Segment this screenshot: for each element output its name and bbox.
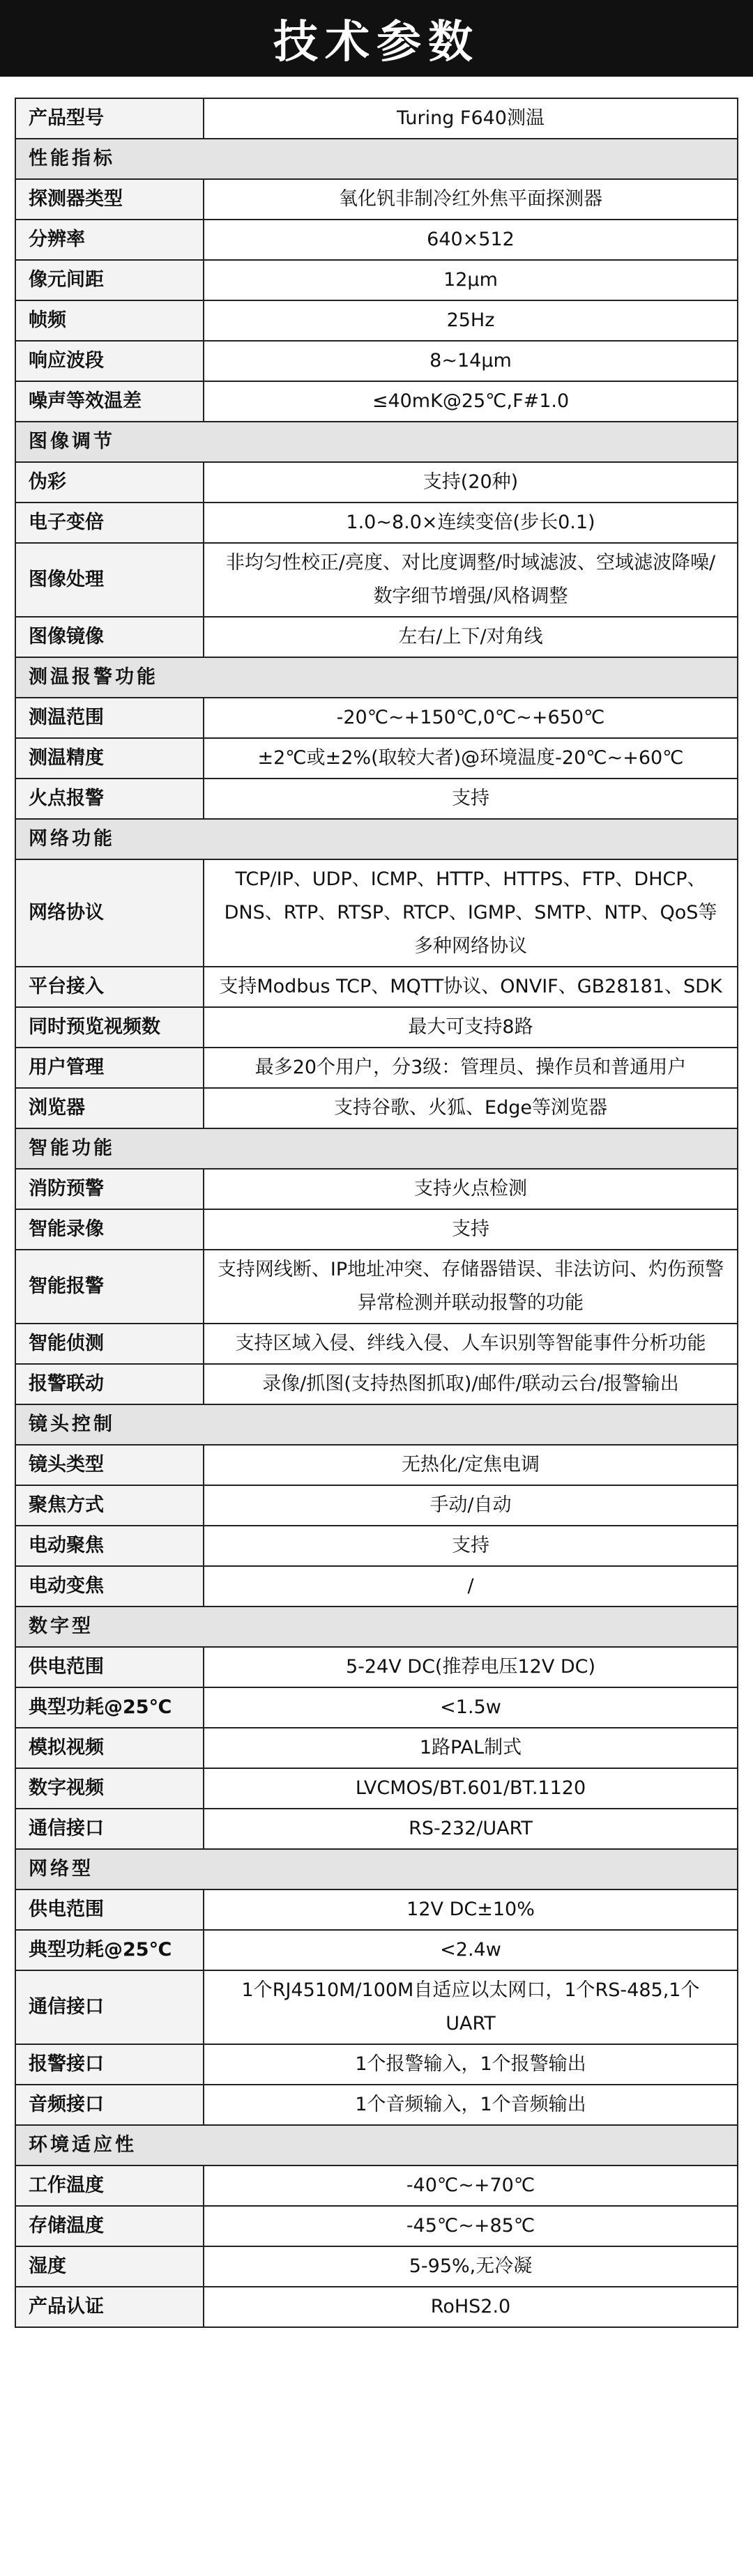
spec-value: <1.5w [204,1687,738,1728]
spec-value: 左右/上下/对角线 [204,617,738,657]
spec-label: 智能报警 [15,1250,204,1324]
spec-row [15,779,738,819]
spec-value: ≤40mK@25℃,F#1.0 [204,381,738,422]
spec-value: 无热化/定焦电调 [204,1445,738,1485]
spec-label: 测温精度 [15,738,204,779]
section-title: 数字型 [15,1607,738,1647]
spec-value: 12μm [204,260,738,300]
section-header-row [15,139,738,179]
spec-value: 支持 [204,779,738,819]
spec-value: 支持Modbus TCP、MQTT协议、ONVIF、GB28181、SDK [204,967,738,1007]
spec-value: / [204,1566,738,1607]
spec-row [15,1445,738,1485]
spec-value: RS-232/UART [204,1809,738,1849]
spec-label: 探测器类型 [15,179,204,220]
spec-value: 录像/抓图(支持热图抓取)/邮件/联动云台/报警输出 [204,1364,738,1404]
spec-row [15,2044,738,2085]
section-title: 环境适应性 [15,2125,738,2165]
section-title: 网络功能 [15,819,738,859]
spec-label: 图像镜像 [15,617,204,657]
spec-label: 火点报警 [15,779,204,819]
spec-label: 网络协议 [15,859,204,967]
spec-label: 帧频 [15,300,204,341]
spec-label: 测温范围 [15,698,204,738]
spec-label: 产品认证 [15,2287,204,2327]
spec-value: 支持 [204,1209,738,1250]
spec-value: 1个报警输入，1个报警输出 [204,2044,738,2085]
spec-row [15,179,738,220]
spec-label: 智能侦测 [15,1324,204,1364]
section-header-row [15,1128,738,1169]
spec-row [15,2206,738,2246]
section-header-row [15,1404,738,1445]
spec-value: 手动/自动 [204,1485,738,1526]
spec-row [15,1647,738,1687]
section-title: 图像调节 [15,422,738,462]
spec-label: 电动变焦 [15,1566,204,1607]
spec-row [15,1889,738,1930]
spec-value: 最多20个用户，分3级：管理员、操作员和普通用户 [204,1048,738,1088]
spec-value: -20℃~+150℃,0℃~+650℃ [204,698,738,738]
spec-label: 通信接口 [15,1970,204,2044]
spec-row [15,2165,738,2206]
spec-row [15,1687,738,1728]
spec-row [15,260,738,300]
section-title: 镜头控制 [15,1404,738,1445]
page-title: 技术参数 [0,0,753,77]
section-title: 智能功能 [15,1128,738,1169]
spec-value: 支持火点检测 [204,1169,738,1209]
spec-row [15,2287,738,2327]
spec-value: 1路PAL制式 [204,1728,738,1768]
spec-row [15,1728,738,1768]
section-header-row [15,657,738,698]
spec-label: 存储温度 [15,2206,204,2246]
spec-row [15,1930,738,1970]
spec-label: 图像处理 [15,543,204,617]
spec-row [15,1007,738,1048]
spec-label: 消防预警 [15,1169,204,1209]
spec-label: 平台接入 [15,967,204,1007]
spec-row [15,503,738,543]
spec-row [15,1324,738,1364]
spec-label: 数字视频 [15,1768,204,1809]
spec-row [15,859,738,967]
section-header-row [15,819,738,859]
spec-row [15,617,738,657]
spec-row [15,341,738,381]
spec-row [15,381,738,422]
spec-label: 噪声等效温差 [15,381,204,422]
spec-value: 1.0~8.0×连续变倍(步长0.1) [204,503,738,543]
spec-row [15,462,738,503]
spec-value: 支持(20种) [204,462,738,503]
spec-value: 8~14μm [204,341,738,381]
spec-label: 电子变倍 [15,503,204,543]
spec-label: 供电范围 [15,1889,204,1930]
spec-row [15,1048,738,1088]
spec-value: 1个RJ4510M/100M自适应以太网口，1个RS-485,1个UART [204,1970,738,2044]
spec-label: 同时预览视频数 [15,1007,204,1048]
spec-label: 典型功耗@25℃ [15,1930,204,1970]
spec-label: 产品型号 [15,98,204,139]
spec-label: 浏览器 [15,1088,204,1128]
section-header-row [15,1607,738,1647]
spec-value: 非均匀性校正/亮度、对比度调整/时域滤波、空域滤波降噪/数字细节增强/风格调整 [204,543,738,617]
spec-value: 支持 [204,1526,738,1566]
spec-table-container [15,98,738,2328]
spec-row [15,543,738,617]
spec-row [15,98,738,139]
spec-label: 响应波段 [15,341,204,381]
spec-label: 工作温度 [15,2165,204,2206]
spec-label: 模拟视频 [15,1728,204,1768]
spec-row [15,1970,738,2044]
spec-value: Turing F640测温 [204,98,738,139]
spec-row [15,2085,738,2125]
spec-label: 报警接口 [15,2044,204,2085]
spec-label: 电动聚焦 [15,1526,204,1566]
section-header-row [15,422,738,462]
spec-label: 智能录像 [15,1209,204,1250]
spec-row [15,738,738,779]
spec-value: 640×512 [204,220,738,260]
spec-value: RoHS2.0 [204,2287,738,2327]
spec-label: 用户管理 [15,1048,204,1088]
spec-row [15,1526,738,1566]
spec-label: 分辨率 [15,220,204,260]
spec-value: 5-24V DC(推荐电压12V DC) [204,1647,738,1687]
spec-value: -40℃~+70℃ [204,2165,738,2206]
spec-value: 12V DC±10% [204,1889,738,1930]
section-title: 网络型 [15,1849,738,1889]
section-title: 测温报警功能 [15,657,738,698]
spec-row [15,967,738,1007]
spec-label: 报警联动 [15,1364,204,1404]
spec-row [15,1809,738,1849]
section-header-row [15,1849,738,1889]
spec-label: 聚焦方式 [15,1485,204,1526]
spec-value: 支持谷歌、火狐、Edge等浏览器 [204,1088,738,1128]
spec-value: 支持网线断、IP地址冲突、存储器错误、非法访问、灼伤预警异常检测并联动报警的功能 [204,1250,738,1324]
spec-table [15,98,738,2328]
spec-row [15,1566,738,1607]
spec-value: 5-95%,无冷凝 [204,2246,738,2287]
spec-row [15,1209,738,1250]
spec-label: 湿度 [15,2246,204,2287]
spec-value: 氧化钒非制冷红外焦平面探测器 [204,179,738,220]
spec-label: 通信接口 [15,1809,204,1849]
spec-row [15,1485,738,1526]
section-header-row [15,2125,738,2165]
spec-value: 1个音频输入，1个音频输出 [204,2085,738,2125]
spec-row [15,698,738,738]
spec-label: 镜头类型 [15,1445,204,1485]
spec-value: 最大可支持8路 [204,1007,738,1048]
spec-value: LVCMOS/BT.601/BT.1120 [204,1768,738,1809]
spec-table-body [15,98,738,2327]
section-title: 性能指标 [15,139,738,179]
spec-row [15,2246,738,2287]
spec-row [15,1250,738,1324]
spec-label: 伪彩 [15,462,204,503]
spec-value: 25Hz [204,300,738,341]
spec-value: <2.4w [204,1930,738,1970]
spec-value: ±2℃或±2%(取较大者)@环境温度-20℃~+60℃ [204,738,738,779]
spec-row [15,1364,738,1404]
spec-row [15,1088,738,1128]
spec-value: 支持区域入侵、绊线入侵、人车识别等智能事件分析功能 [204,1324,738,1364]
spec-row [15,300,738,341]
spec-value: TCP/IP、UDP、ICMP、HTTP、HTTPS、FTP、DHCP、DNS、RTP、RTSP、RTCP、IGMP、SMTP、NTP、QoS等多种网络协议 [204,859,738,967]
spec-label: 音频接口 [15,2085,204,2125]
spec-value: -45℃~+85℃ [204,2206,738,2246]
spec-row [15,1169,738,1209]
spec-label: 供电范围 [15,1647,204,1687]
spec-row [15,220,738,260]
spec-row [15,1768,738,1809]
spec-label: 像元间距 [15,260,204,300]
spec-label: 典型功耗@25℃ [15,1687,204,1728]
